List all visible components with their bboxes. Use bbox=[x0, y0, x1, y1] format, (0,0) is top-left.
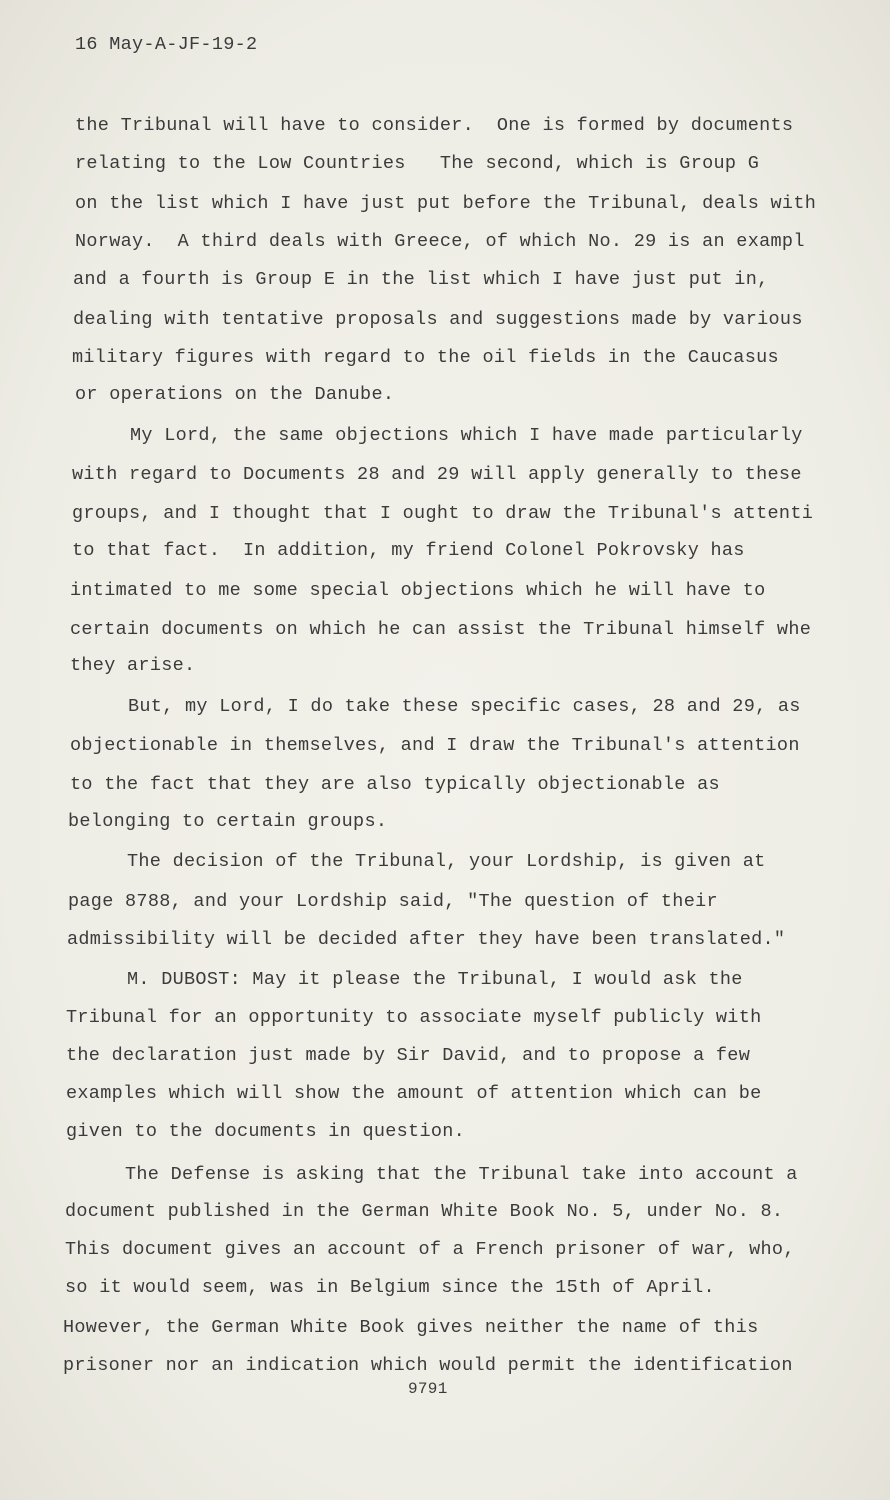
text-line: My Lord, the same objections which I have made particularly bbox=[130, 425, 803, 446]
text-line: they arise. bbox=[70, 655, 196, 676]
text-line: the Tribunal will have to consider. One is formed by documents bbox=[75, 115, 794, 136]
text-line: The Defense is asking that the Tribunal take into account a bbox=[125, 1164, 798, 1185]
text-line: This document gives an account of a French prisoner of war, who, bbox=[65, 1239, 795, 1260]
text-line: Tribunal for an opportunity to associate myself publicly with bbox=[66, 1007, 762, 1028]
text-line: document published in the German White Book No. 5, under No. 8. bbox=[65, 1201, 784, 1222]
text-line: military figures with regard to the oil fields in the Caucasus bbox=[72, 347, 779, 368]
text-line: or operations on the Danube. bbox=[75, 384, 395, 405]
text-line: certain documents on which he can assist the Tribunal himself whe bbox=[70, 619, 812, 640]
text-line: prisoner nor an indication which would permit the identification bbox=[63, 1355, 793, 1376]
text-line: objectionable in themselves, and I draw the Tribunal's attention bbox=[70, 735, 800, 756]
text-line: the declaration just made by Sir David, and to propose a few bbox=[66, 1045, 751, 1066]
text-line: intimated to me some special objections which he will have to bbox=[70, 580, 766, 601]
text-line: to the fact that they are also typically objectionable as bbox=[70, 774, 720, 795]
text-line: M. DUBOST: May it please the Tribunal, I would ask the bbox=[127, 969, 743, 990]
text-line: groups, and I thought that I ought to draw the Tribunal's attenti bbox=[72, 503, 814, 524]
text-line: Norway. A third deals with Greece, of which No. 29 is an exampl bbox=[75, 231, 805, 252]
text-line: belonging to certain groups. bbox=[68, 811, 388, 832]
text-line: examples which will show the amount of attention which can be bbox=[66, 1083, 762, 1104]
text-line: so it would seem, was in Belgium since the 15th of April. bbox=[65, 1277, 715, 1298]
text-line: admissibility will be decided after they have been translated." bbox=[67, 929, 786, 950]
text-line: dealing with tentative proposals and suggestions made by various bbox=[73, 309, 803, 330]
text-line: But, my Lord, I do take these specific cases, 28 and 29, as bbox=[128, 696, 801, 717]
text-line: on the list which I have just put before the Tribunal, deals with bbox=[75, 193, 817, 214]
text-line: and a fourth is Group E in the list which I have just put in, bbox=[73, 269, 769, 290]
text-line: to that fact. In addition, my friend Colonel Pokrovsky has bbox=[72, 540, 745, 561]
text-line: However, the German White Book gives neither the name of this bbox=[63, 1317, 759, 1338]
text-line: The decision of the Tribunal, your Lordship, is given at bbox=[127, 851, 766, 872]
text-line: page 8788, and your Lordship said, "The question of their bbox=[68, 891, 718, 912]
text-line: with regard to Documents 28 and 29 will apply generally to these bbox=[72, 464, 802, 485]
document-header: 16 May-A-JF-19-2 bbox=[75, 34, 258, 55]
text-line: relating to the Low Countries The second, which is Group G bbox=[75, 153, 760, 174]
page-number: 9791 bbox=[408, 1380, 448, 1398]
text-line: given to the documents in question. bbox=[66, 1121, 466, 1142]
